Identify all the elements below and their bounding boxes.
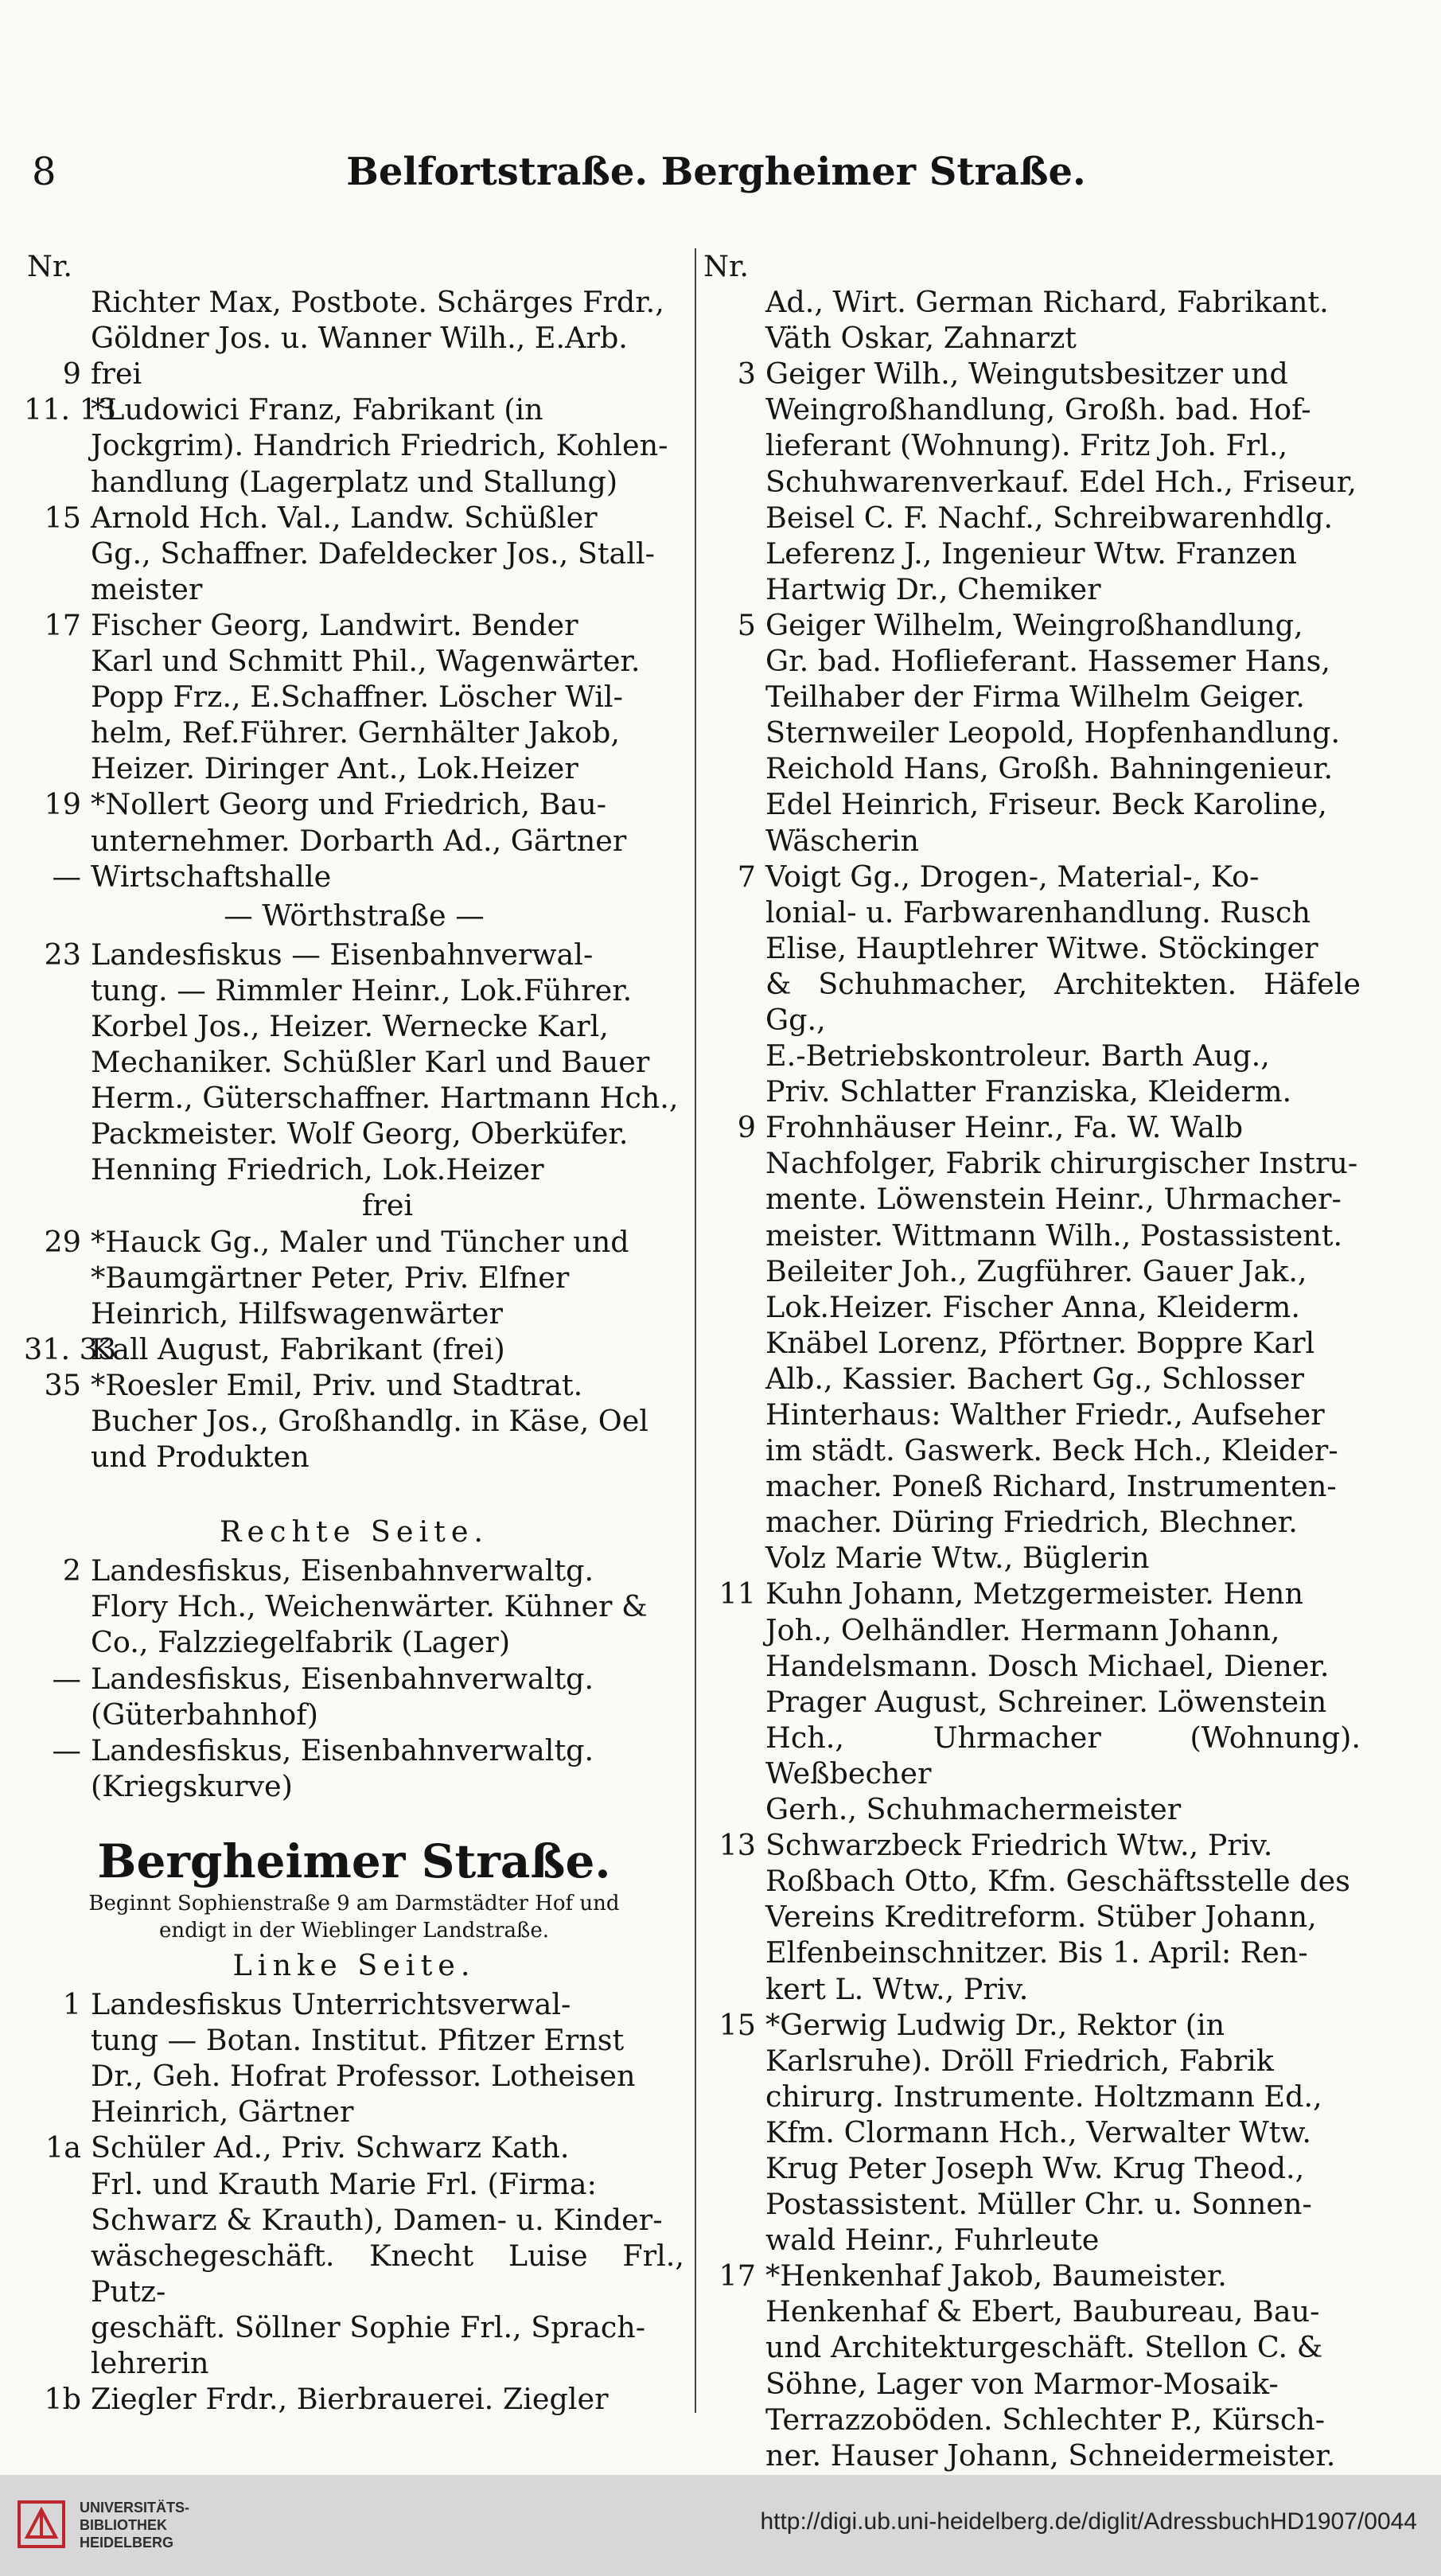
entry-line: lieferant (Wohnung). Fritz Joh. Frl.,	[765, 428, 1288, 463]
house-number: 13	[719, 1828, 756, 1863]
viewer-footer	[0, 2475, 1441, 2576]
entry-text	[765, 1109, 1361, 1397]
entry-line: *Henkenhaf Jakob, Baumeister.	[765, 2258, 1227, 2293]
subheading-woerthstrasse: — Wörthstraße —	[224, 898, 485, 933]
entry-line: Postassistent. Müller Chr. u. Sonnen-	[765, 2187, 1312, 2222]
entry-line: lehrerin	[91, 2345, 209, 2380]
entry-line: *Ludowici Franz, Fabrikant (in	[91, 392, 543, 427]
street-description-line: Beginnt Sophienstraße 9 am Darmstädter Hof und	[88, 1891, 620, 1915]
directory-entry	[700, 1576, 1361, 1827]
entry-line: Landesfiskus — Eisenbahnverwal-	[91, 937, 594, 972]
house-number: 29	[44, 1224, 81, 1259]
entry-text	[91, 2381, 684, 2417]
entry-line: Wirtschaftshalle	[91, 859, 332, 894]
house-number: 11. 13	[24, 392, 117, 427]
right-column	[700, 248, 1361, 2473]
entry-line: Flory Hch., Weichenwärter. Kühner &	[91, 1589, 648, 1624]
house-number: 1	[62, 1987, 81, 2022]
entry-line: Handelsmann. Dosch Michael, Diener.	[765, 1648, 1330, 1683]
entry-line: Karl und Schmitt Phil., Wagenwärter.	[91, 644, 641, 679]
page-header	[32, 150, 1400, 205]
entry-line: Roßbach Otto, Kfm. Geschäftsstelle des	[765, 1864, 1350, 1899]
entry-text	[91, 284, 684, 356]
entry-line: Krug Peter Joseph Ww. Krug Theod.,	[765, 2150, 1305, 2185]
house-number: 7	[737, 859, 756, 894]
entries-group	[24, 1986, 684, 2417]
entry-line: Terrazzoböden. Schlechter P., Kürsch-	[765, 2402, 1326, 2437]
directory-entry	[24, 2130, 684, 2381]
directory-entry	[700, 1397, 1361, 1576]
house-number	[700, 1397, 765, 1576]
entry-line: Gg., Schaffner. Dafeldecker Jos., Stall-	[91, 536, 655, 571]
entry-line: Kuhn Johann, Metzgermeister. Henn	[765, 1576, 1303, 1611]
house-number: 17	[719, 2258, 756, 2293]
directory-entry	[24, 1367, 684, 1475]
entry-line: Väth Oskar, Zahnarzt	[765, 321, 1077, 356]
house-number: 31. 33	[24, 1331, 117, 1366]
entry-line: Sternweiler Leopold, Hopfenhandlung.	[765, 715, 1341, 750]
entry-line: E.-Betriebskontroleur. Barth Aug.,	[765, 1039, 1270, 1074]
entry-line: Teilhaber der Firma Wilhelm Geiger.	[765, 680, 1305, 715]
entry-line: im städt. Gaswerk. Beck Hch., Kleider-	[765, 1433, 1338, 1468]
right-column-label: Nr.	[703, 249, 749, 283]
entry-line: Bucher Jos., Großhandlg. in Käse, Oel	[91, 1404, 648, 1438]
house-number: —	[52, 859, 81, 894]
entry-text	[91, 1986, 684, 2130]
directory-entry	[24, 1553, 684, 1660]
entry-line: unternehmer. Dorbarth Ad., Gärtner	[91, 823, 627, 858]
entry-line: Henkenhaf & Ebert, Baubureau, Bau-	[765, 2294, 1320, 2329]
entry-line: *Hauck Gg., Maler und Tüncher und	[91, 1224, 629, 1259]
street-description	[24, 1890, 684, 1944]
entry-text	[765, 607, 1361, 859]
source-url-link[interactable]: http://digi.ub.uni-heidelberg.de/diglit/AdressbuchHD1907/0044	[760, 2508, 1417, 2535]
entry-line: Ziegler Frdr., Bierbrauerei. Ziegler	[91, 2382, 609, 2417]
entry-line: Hartwig Dr., Chemiker	[765, 571, 1101, 606]
entry-line: Voigt Gg., Drogen-, Material-, Ko-	[765, 859, 1260, 894]
directory-entry	[700, 859, 1361, 1110]
directory-entry	[24, 284, 684, 356]
entry-line: Richter Max, Postbote. Schärges Frdr.,	[91, 285, 664, 320]
entry-text	[91, 607, 684, 786]
directory-entry	[24, 1224, 684, 1331]
entries-group	[24, 284, 684, 894]
entry-line: Herm., Güterschaffner. Hartmann Hch.,	[91, 1081, 679, 1116]
entry-text	[765, 1576, 1361, 1827]
directory-entry	[700, 356, 1361, 607]
entry-line: frei	[361, 1188, 414, 1223]
entry-line: Korbel Jos., Heizer. Wernecke Karl,	[91, 1008, 609, 1043]
directory-entry	[24, 937, 684, 1188]
house-number	[24, 1187, 91, 1223]
entry-line: *Roesler Emil, Priv. und Stadtrat.	[91, 1367, 583, 1402]
entry-line: Heizer. Diringer Ant., Lok.Heizer	[91, 751, 578, 786]
entry-text	[765, 356, 1361, 607]
entries-group	[24, 937, 684, 1475]
entry-line: Gerh., Schuhmachermeister	[765, 1792, 1182, 1827]
subheading-linke-seite: Linke Seite.	[232, 1947, 476, 1982]
entry-line: Popp Frz., E.Schaffner. Löscher Wil-	[91, 680, 623, 715]
entry-line: *Gerwig Ludwig Dr., Rektor (in	[765, 2007, 1225, 2042]
entry-line: Knäbel Lorenz, Pförtner. Boppre Karl	[765, 1325, 1315, 1360]
entry-line: Heinrich, Gärtner	[91, 2095, 354, 2130]
entry-line: Landesfiskus Unterrichtsverwal-	[91, 1987, 571, 2022]
directory-entry	[24, 2381, 684, 2417]
house-number: 9	[737, 1110, 756, 1145]
house-number: 15	[44, 500, 81, 535]
entry-line: Beileiter Joh., Zugführer. Gauer Jak.,	[765, 1253, 1307, 1288]
entry-text	[91, 356, 684, 392]
entry-line: Beisel C. F. Nachf., Schreibwarenhdlg.	[765, 500, 1334, 535]
entry-line: Co., Falzziegelfabrik (Lager)	[91, 1625, 511, 1660]
page-number: 8	[32, 150, 56, 194]
entry-line: Söhne, Lager von Marmor-Mosaik-	[765, 2366, 1279, 2401]
house-number: —	[52, 1661, 81, 1696]
entry-line: macher. Poneß Richard, Instrumenten-	[765, 1469, 1337, 1504]
house-number: 23	[44, 937, 81, 972]
directory-entry	[24, 1732, 684, 1804]
column-divider	[695, 248, 696, 2413]
directory-entry	[24, 859, 684, 894]
entry-text	[765, 2007, 1361, 2258]
left-column-label: Nr.	[27, 249, 72, 283]
entry-line: und Architekturgeschäft. Stellon C. &	[765, 2330, 1323, 2365]
left-column	[24, 248, 684, 2417]
entry-line: Vereins Kreditreform. Stüber Johann,	[765, 1900, 1317, 1935]
entry-line: handlung (Lagerplatz und Stallung)	[91, 464, 618, 499]
entry-text	[91, 1187, 684, 1223]
directory-entry	[700, 1109, 1361, 1397]
entry-line: Heinrich, Hilfswagenwärter	[91, 1296, 503, 1331]
house-number: 15	[719, 2007, 756, 2042]
entry-line: Arnold Hch. Val., Landw. Schüßler	[91, 500, 598, 535]
entry-line: Nachfolger, Fabrik chirurgischer Instru-	[765, 1146, 1358, 1181]
directory-entry	[24, 786, 684, 858]
entry-line: tung — Botan. Institut. Pfitzer Ernst	[91, 2023, 625, 2058]
library-name-line: BIBLIOTHEK	[80, 2517, 167, 2533]
library-name-line: HEIDELBERG	[80, 2535, 174, 2551]
entry-line: macher. Düring Friedrich, Blechner.	[765, 1505, 1298, 1540]
entry-line: mente. Löwenstein Heinr., Uhrmacher-	[765, 1182, 1342, 1217]
house-number: 3	[737, 357, 756, 392]
entry-text	[91, 859, 684, 894]
entry-text	[765, 2258, 1361, 2473]
entry-line: helm, Ref.Führer. Gernhälter Jakob,	[91, 715, 620, 750]
entries-group	[700, 284, 1361, 2473]
entry-line: Geiger Wilhelm, Weingroßhandlung,	[765, 607, 1303, 642]
entry-text	[765, 1827, 1361, 2006]
directory-entry	[700, 2258, 1361, 2473]
library-name	[80, 2499, 189, 2551]
entry-line: wald Heinr., Fuhrleute	[765, 2223, 1100, 2258]
entry-text	[91, 1661, 684, 1732]
entry-line: kert L. Wtw., Priv.	[765, 1971, 1029, 2006]
entry-line: Reichold Hans, Großh. Bahningenieur.	[765, 751, 1334, 786]
entry-line: Fischer Georg, Landwirt. Bender	[91, 607, 578, 642]
subheading-rechte-seite: Rechte Seite.	[219, 1514, 489, 1549]
house-number: 11	[719, 1576, 756, 1611]
street-description-line: endigt in der Wieblinger Landstraße.	[158, 1918, 550, 1943]
entry-line: Henning Friedrich, Lok.Heizer	[91, 1152, 544, 1187]
entry-text	[91, 2130, 684, 2381]
house-number: 1a	[45, 2130, 81, 2165]
entry-line: meister. Wittmann Wilh., Postassistent.	[765, 1218, 1343, 1253]
directory-entry	[700, 284, 1361, 356]
entry-line: Frohnhäuser Heinr., Fa. W. Walb	[765, 1110, 1244, 1145]
entry-text	[765, 859, 1361, 1110]
house-number: 5	[737, 607, 756, 642]
entry-line: Ad., Wirt. German Richard, Fabrikant.	[765, 285, 1329, 320]
entry-line: Edel Heinrich, Friseur. Beck Karoline,	[765, 787, 1327, 822]
entry-line: Frl. und Krauth Marie Frl. (Firma:	[91, 2166, 597, 2201]
directory-entry	[700, 2007, 1361, 2258]
directory-entry	[24, 607, 684, 786]
house-number: 17	[44, 607, 81, 642]
entry-line: Schuhwarenverkauf. Edel Hch., Friseur,	[765, 464, 1357, 499]
house-number: 2	[62, 1553, 81, 1588]
entry-line: Dr., Geh. Hofrat Professor. Lotheisen	[91, 2059, 636, 2094]
entry-line: Packmeister. Wolf Georg, Oberküfer.	[91, 1117, 629, 1152]
entry-line: chirurg. Instrumente. Holtzmann Ed.,	[765, 2079, 1322, 2114]
entry-text	[91, 937, 684, 1188]
directory-entry	[24, 1986, 684, 2130]
entry-line: Elise, Hauptlehrer Witwe. Stöckinger	[765, 930, 1318, 965]
entry-line: Alb., Kassier. Bachert Gg., Schlosser	[765, 1361, 1304, 1396]
entry-line: geschäft. Söllner Sophie Frl., Sprach-	[91, 2309, 646, 2344]
directory-entry	[700, 607, 1361, 859]
entry-line: Mechaniker. Schüßler Karl und Bauer	[91, 1045, 650, 1080]
directory-entry	[24, 356, 684, 392]
entry-line: (Kriegskurve)	[91, 1768, 293, 1803]
entry-text	[765, 284, 1361, 356]
directory-entry	[24, 500, 684, 607]
entry-line: tung. — Rimmler Heinr., Lok.Führer.	[91, 972, 633, 1007]
entry-line: Jockgrim). Handrich Friedrich, Kohlen-	[91, 428, 668, 463]
house-number: 9	[62, 357, 81, 392]
university-library-logo-icon	[18, 2500, 65, 2548]
house-number: 35	[44, 1367, 81, 1402]
entry-line: Göldner Jos. u. Wanner Wilh., E.Arb.	[91, 321, 628, 356]
entry-line: *Baumgärtner Peter, Priv. Elfner	[91, 1260, 570, 1295]
entry-line: Karlsruhe). Dröll Friedrich, Fabrik	[765, 2043, 1274, 2078]
entry-line: Joh., Oelhändler. Hermann Johann,	[765, 1612, 1280, 1647]
entry-text	[91, 1553, 684, 1660]
entry-line: Wäscherin	[765, 823, 920, 858]
entry-line: Weingroßhandlung, Großh. bad. Hof-	[765, 392, 1311, 427]
house-number	[24, 284, 91, 356]
entry-line: Landesfiskus, Eisenbahnverwaltg.	[91, 1661, 594, 1696]
entry-line: meister	[91, 571, 203, 606]
entry-line: (Güterbahnhof)	[91, 1697, 318, 1732]
entry-line: Lok.Heizer. Fischer Anna, Kleiderm.	[765, 1289, 1301, 1324]
entry-text	[91, 1331, 684, 1367]
house-number: 19	[44, 787, 81, 822]
entry-line: wäschegeschäft. Knecht Luise Frl., Putz-	[91, 2238, 684, 2309]
street-title: Bergheimer Straße.	[97, 1834, 611, 1888]
entry-line: Kall August, Fabrikant (frei)	[91, 1331, 505, 1366]
entry-line: Prager August, Schreiner. Löwenstein	[765, 1684, 1327, 1719]
house-number	[700, 284, 765, 356]
entries-group	[24, 1553, 684, 1804]
entry-line: Schwarz & Krauth), Damen- u. Kinder-	[91, 2202, 663, 2237]
directory-entry	[24, 392, 684, 499]
entry-line: Hinterhaus: Walther Friedr., Aufseher	[765, 1397, 1325, 1432]
entry-line: & Schuhmacher, Architekten. Häfele Gg.,	[765, 966, 1361, 1037]
entry-line: Landesfiskus, Eisenbahnverwaltg.	[91, 1732, 594, 1767]
entry-line: Landesfiskus, Eisenbahnverwaltg.	[91, 1553, 594, 1588]
entry-text	[91, 1367, 684, 1475]
entry-line: lonial- u. Farbwarenhandlung. Rusch	[765, 894, 1311, 929]
directory-entry	[24, 1661, 684, 1732]
directory-entry	[700, 1827, 1361, 2006]
entry-line: Hch., Uhrmacher (Wohnung). Weßbecher	[765, 1720, 1361, 1791]
entry-text	[765, 1397, 1361, 1576]
entry-line: Gr. bad. Hoflieferant. Hassemer Hans,	[765, 644, 1330, 679]
house-number: —	[52, 1732, 81, 1767]
entry-text	[91, 392, 684, 499]
directory-entry	[24, 1187, 684, 1223]
page-title: Belfortstraße. Bergheimer Straße.	[346, 150, 1086, 194]
entry-text	[91, 786, 684, 858]
entry-line: frei	[91, 357, 142, 392]
entry-text	[91, 500, 684, 607]
entry-line: Kfm. Clormann Hch., Verwalter Wtw.	[765, 2114, 1311, 2149]
directory-entry	[24, 1331, 684, 1367]
entry-line: Volz Marie Wtw., Büglerin	[765, 1541, 1150, 1576]
entry-text	[91, 1224, 684, 1331]
entry-text	[91, 1732, 684, 1804]
entry-line: Geiger Wilh., Weingutsbesitzer und	[765, 357, 1288, 392]
entry-line: Leferenz J., Ingenieur Wtw. Franzen	[765, 536, 1297, 571]
entry-line: und Produkten	[91, 1440, 310, 1475]
library-name-line: UNIVERSITÄTS-	[80, 2500, 190, 2516]
house-number: 1b	[44, 2382, 81, 2417]
entry-line: Priv. Schlatter Franziska, Kleiderm.	[765, 1074, 1292, 1109]
entry-line: Schwarzbeck Friedrich Wtw., Priv.	[765, 1828, 1273, 1863]
entry-line: Schüler Ad., Priv. Schwarz Kath.	[91, 2130, 570, 2165]
entry-line: Elfenbeinschnitzer. Bis 1. April: Ren-	[765, 1935, 1308, 1970]
entry-line: *Nollert Georg und Friedrich, Bau-	[91, 787, 607, 822]
entry-line: ner. Hauser Johann, Schneidermeister.	[765, 2438, 1336, 2473]
